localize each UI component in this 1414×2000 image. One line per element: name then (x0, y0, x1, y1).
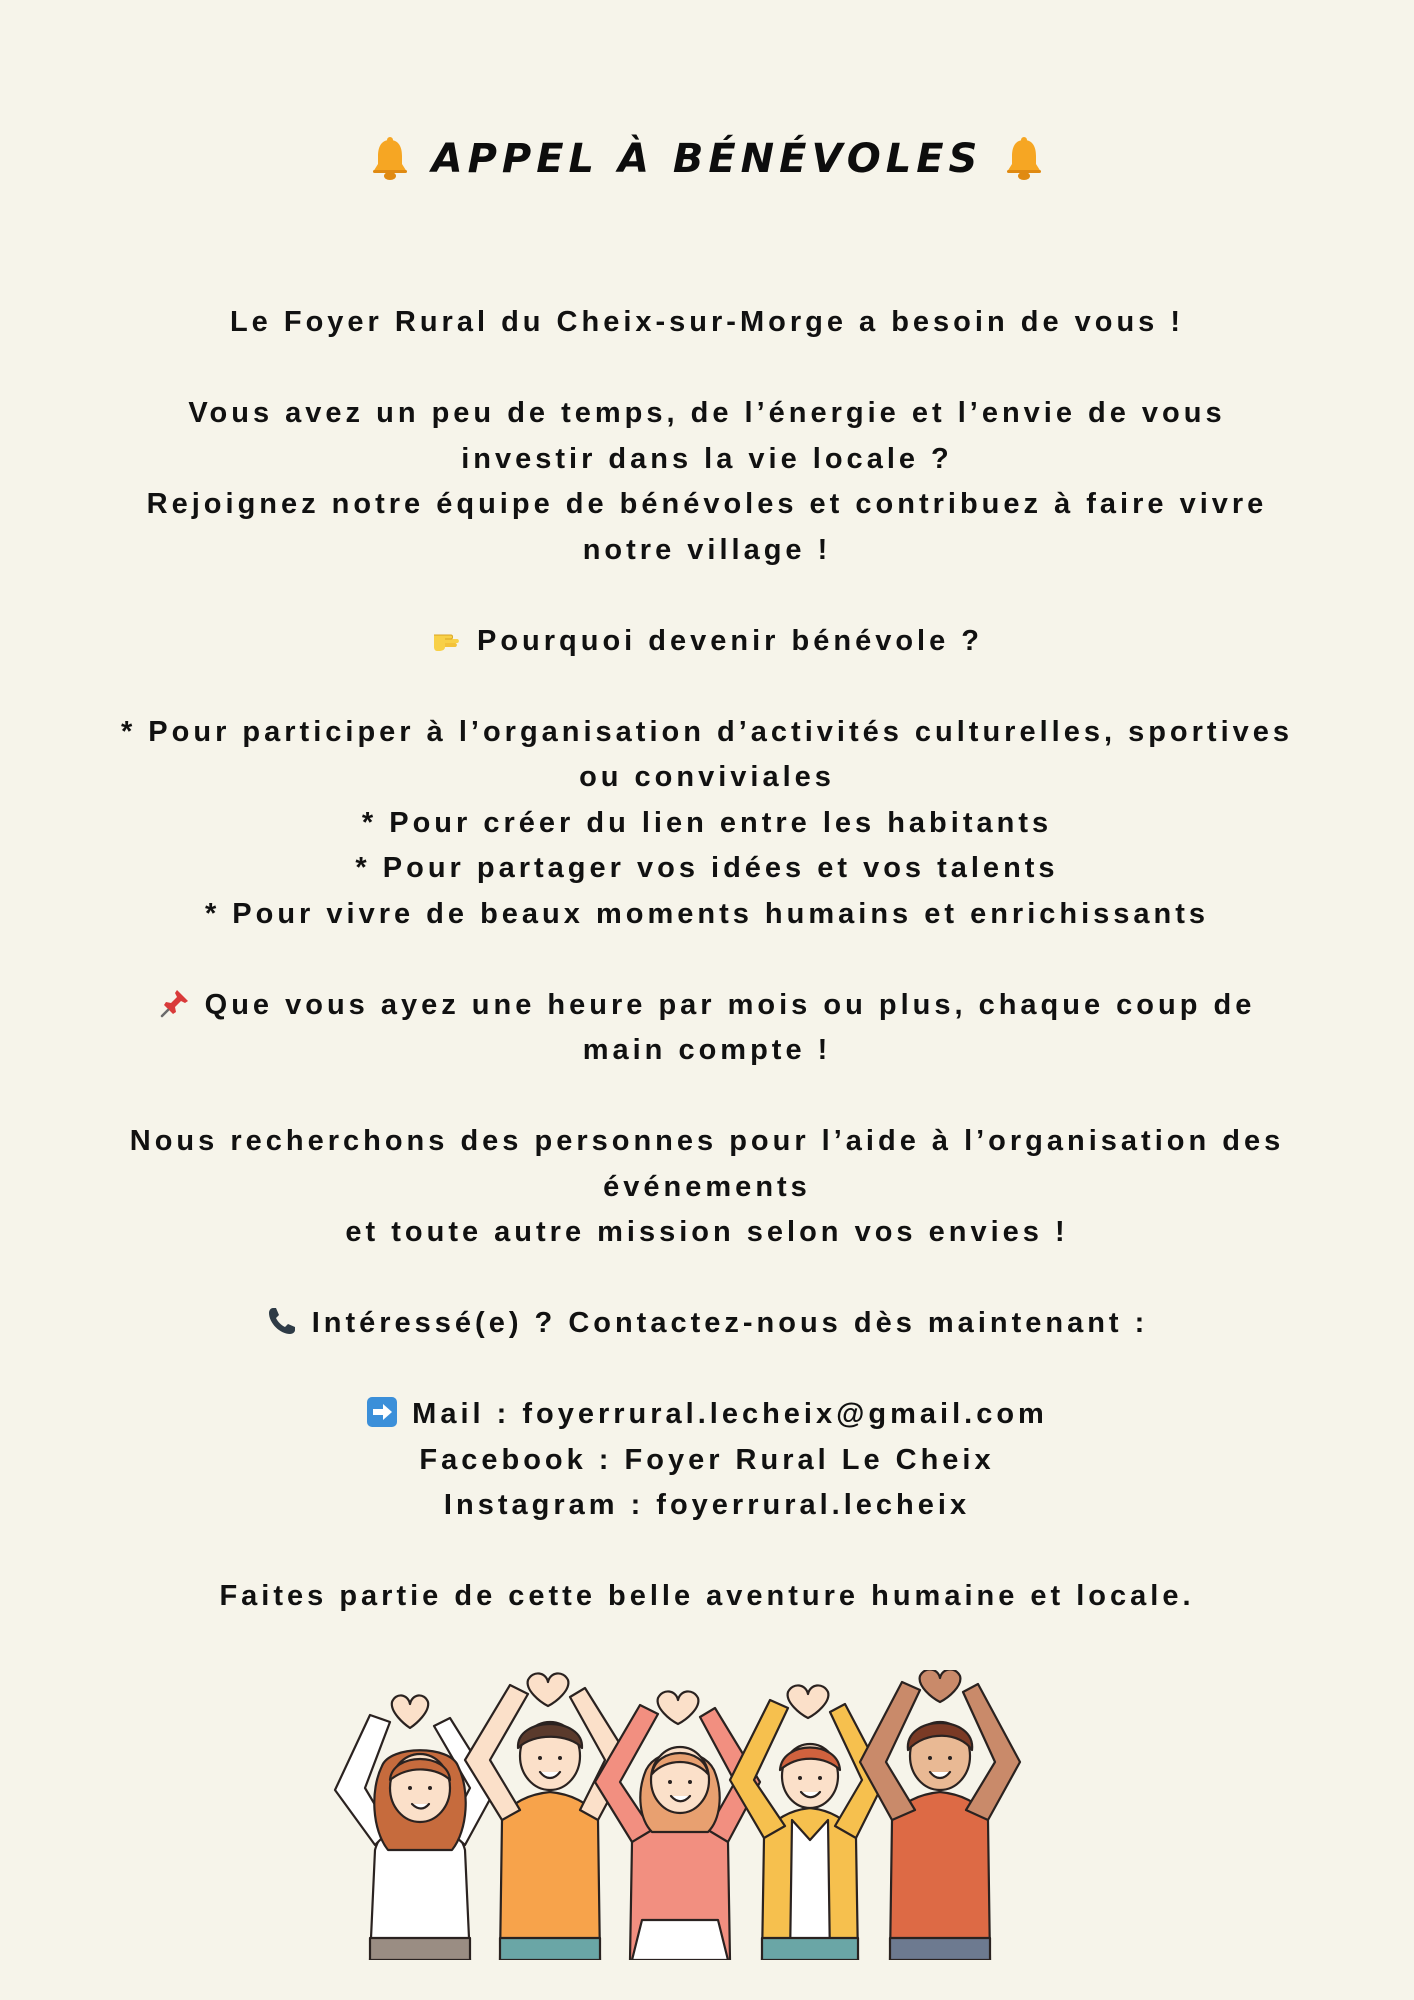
facebook-contact: Facebook : Foyer Rural Le Cheix (419, 1443, 995, 1476)
page-title (0, 136, 1414, 182)
commitment-paragraph (60, 983, 1354, 1074)
mail-contact: Mail : foyerrural.lecheix@gmail.com (412, 1398, 1048, 1430)
volunteer-3 (595, 1691, 760, 1960)
contact-heading-text: Intéressé(e) ? Contactez-nous dès maintenant : (311, 1307, 1149, 1339)
telephone-icon (266, 1305, 298, 1337)
volunteer-4 (730, 1685, 885, 1960)
invitation-paragraph (60, 391, 1354, 573)
volunteer-2 (465, 1673, 630, 1960)
list-item: * Pour partager vos idées et vos talents (355, 852, 1059, 884)
list-item: * Pour vivre de beaux moments humains et enrichissants (204, 897, 1210, 930)
list-item: ou conviviales (579, 761, 835, 793)
contact-details (60, 1392, 1354, 1529)
announcement-body (60, 300, 1354, 1620)
volunteer-1 (335, 1695, 495, 1960)
closing-paragraph (60, 1574, 1354, 1620)
volunteers-heart-hands-illustration (330, 1670, 1050, 1960)
invitation-line: Rejoignez notre équipe de bénévoles et contribuez à faire vivre (146, 488, 1268, 520)
search-line: événements (603, 1170, 811, 1203)
contact-heading (60, 1301, 1354, 1347)
instagram-contact: Instagram : foyerrural.lecheix (443, 1489, 971, 1521)
title-text: APPEL À BÉNÉVOLES (431, 136, 983, 182)
list-item: * Pour participer à l’organisation d’activités culturelles, sportives (120, 715, 1294, 748)
right-arrow-icon (366, 1396, 398, 1428)
closing-text: Faites partie de cette belle aventure humaine et locale. (219, 1580, 1195, 1612)
invitation-line: Vous avez un peu de temps, de l’énergie et l’envie de vous (188, 397, 1226, 429)
pointing-hand-icon (431, 623, 463, 655)
invitation-line: notre village ! (582, 533, 832, 566)
reasons-list (60, 710, 1354, 938)
why-heading-text: Pourquoi devenir bénévole ? (476, 624, 983, 657)
why-heading (60, 619, 1354, 665)
bell-icon (1004, 136, 1044, 182)
intro-paragraph (60, 300, 1354, 346)
commitment-line: Que vous ayez une heure par mois ou plus, chaque coup de (204, 988, 1256, 1021)
intro-text: Le Foyer Rural du Cheix-sur-Morge a besoin de vous ! (229, 306, 1185, 338)
volunteer-5 (860, 1670, 1020, 1960)
commitment-line: main compte ! (582, 1034, 832, 1066)
search-paragraph (60, 1119, 1354, 1256)
search-line: Nous recherchons des personnes pour l’aide à l’organisation des (129, 1125, 1285, 1157)
invitation-line: investir dans la vie locale ? (461, 442, 953, 475)
pushpin-icon (159, 987, 191, 1019)
search-line: et toute autre mission selon vos envies ! (345, 1216, 1069, 1248)
bell-icon (370, 136, 410, 182)
list-item: * Pour créer du lien entre les habitants (361, 806, 1053, 839)
